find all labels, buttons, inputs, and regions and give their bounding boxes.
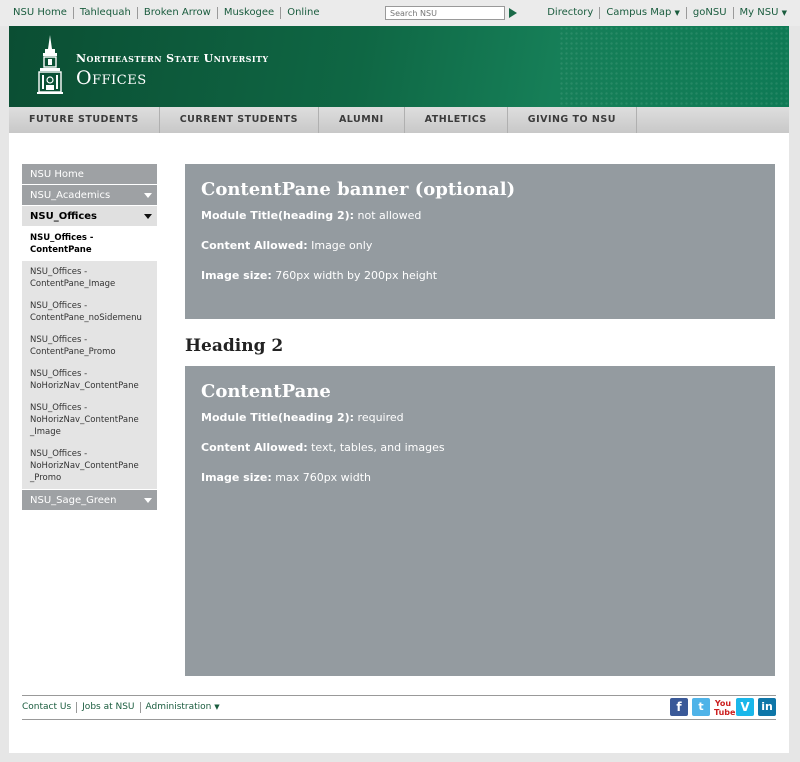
youtube-icon[interactable]: You Tube	[714, 699, 736, 717]
link-online[interactable]: Online	[287, 7, 320, 18]
site-banner	[9, 26, 789, 107]
link-contact-us[interactable]: Contact Us	[22, 702, 77, 713]
sidemenu-sage-green[interactable]	[22, 490, 157, 511]
sidemenu-subitem[interactable]: NSU_Offices - NoHorizNav_ContentPane _Promo	[22, 443, 157, 489]
pane-row	[201, 209, 759, 222]
campus-links	[7, 7, 325, 19]
nav-alumni[interactable]: ALUMNI	[319, 107, 405, 133]
row-value: 760px width by 200px height	[275, 269, 438, 282]
row-label: Module Title(heading 2):	[201, 209, 355, 222]
link-administration[interactable]	[141, 702, 225, 713]
row-label: Image size:	[201, 471, 272, 484]
nav-athletics[interactable]: ATHLETICS	[405, 107, 508, 133]
link-tahlequah[interactable]: Tahlequah	[74, 7, 138, 19]
link-gonsu[interactable]: goNSU	[687, 7, 734, 19]
link-jobs[interactable]: Jobs at NSU	[77, 702, 140, 713]
row-label: Module Title(heading 2):	[201, 411, 355, 424]
sidemenu-subitem[interactable]: NSU_Offices - ContentPane_noSidemenu	[22, 295, 157, 329]
nav-giving[interactable]: GIVING TO NSU	[508, 107, 637, 133]
banner-texture	[559, 26, 789, 107]
pane-row	[201, 441, 759, 454]
administration-label: Administration	[145, 702, 212, 712]
row-value: Image only	[311, 239, 373, 252]
side-menu	[22, 164, 157, 511]
footer-divider	[22, 695, 776, 696]
link-directory[interactable]: Directory	[541, 7, 600, 19]
sidemenu-subitem[interactable]: NSU_Offices - ContentPane_Promo	[22, 329, 157, 363]
social-links	[670, 698, 776, 716]
seminary-hall-logo-icon[interactable]	[35, 35, 65, 95]
link-nsu-home[interactable]: NSU Home	[7, 7, 74, 19]
sidemenu-academics[interactable]	[22, 185, 157, 206]
chevron-down-icon[interactable]	[144, 193, 152, 198]
row-value: max 760px width	[275, 471, 372, 484]
sidemenu-offices[interactable]	[22, 206, 157, 227]
search-input[interactable]	[385, 6, 505, 20]
pane-row	[201, 411, 759, 424]
my-nsu-label: My NSU	[739, 7, 779, 18]
row-value: required	[357, 411, 404, 424]
footer-divider	[22, 719, 776, 720]
sidemenu-sage-label: NSU_Sage_Green	[30, 495, 117, 506]
link-muskogee[interactable]: Muskogee	[218, 7, 281, 19]
content-pane-banner	[185, 164, 775, 319]
link-campus-map[interactable]	[600, 7, 687, 19]
footer-links	[22, 702, 225, 713]
sidemenu-subitem[interactable]: NSU_Offices - NoHorizNav_ContentPane _Image	[22, 397, 157, 443]
main-nav	[9, 107, 789, 133]
nav-future-students[interactable]: FUTURE STUDENTS	[9, 107, 160, 133]
pane-banner-title: ContentPane banner (optional)	[201, 179, 516, 200]
utility-links	[541, 7, 793, 19]
chevron-down-icon[interactable]	[144, 498, 152, 503]
pane-title: ContentPane	[201, 381, 331, 402]
row-value: not allowed	[357, 209, 422, 222]
university-name: Northeastern State University	[76, 52, 269, 65]
pane-row	[201, 239, 759, 252]
sidemenu-subitem[interactable]: NSU_Offices - ContentPane_Image	[22, 261, 157, 295]
vimeo-icon[interactable]: V	[736, 698, 754, 716]
chevron-down-icon: ▼	[214, 703, 220, 711]
search-go-icon[interactable]	[509, 8, 517, 18]
sidemenu-subitem[interactable]: NSU_Offices - ContentPane	[22, 227, 157, 261]
row-label: Image size:	[201, 269, 272, 282]
page-title: Offices	[76, 67, 147, 89]
link-my-nsu[interactable]	[734, 7, 793, 19]
facebook-icon[interactable]: f	[670, 698, 688, 716]
row-value: text, tables, and images	[311, 441, 445, 454]
pane-row	[201, 269, 759, 282]
nav-current-students[interactable]: CURRENT STUDENTS	[160, 107, 319, 133]
utility-bar	[0, 0, 800, 26]
chevron-down-icon: ▼	[781, 9, 787, 17]
sidemenu-academics-label: NSU_Academics	[30, 190, 111, 201]
chevron-down-icon: ▼	[674, 9, 680, 17]
row-label: Content Allowed:	[201, 239, 308, 252]
row-label: Content Allowed:	[201, 441, 308, 454]
content-area	[9, 133, 789, 753]
pane-row	[201, 471, 759, 484]
campus-map-label: Campus Map	[606, 7, 672, 18]
sidemenu-nsu-home[interactable]: NSU Home	[22, 164, 157, 185]
content-pane	[185, 366, 775, 676]
section-heading: Heading 2	[185, 336, 284, 356]
chevron-down-icon[interactable]	[144, 214, 152, 219]
link-broken-arrow[interactable]: Broken Arrow	[138, 7, 218, 19]
twitter-icon[interactable]: t	[692, 698, 710, 716]
sidemenu-offices-label: NSU_Offices	[30, 211, 98, 222]
linkedin-icon[interactable]: in	[758, 698, 776, 716]
sidemenu-subitem[interactable]: NSU_Offices - NoHorizNav_ContentPane	[22, 363, 157, 397]
